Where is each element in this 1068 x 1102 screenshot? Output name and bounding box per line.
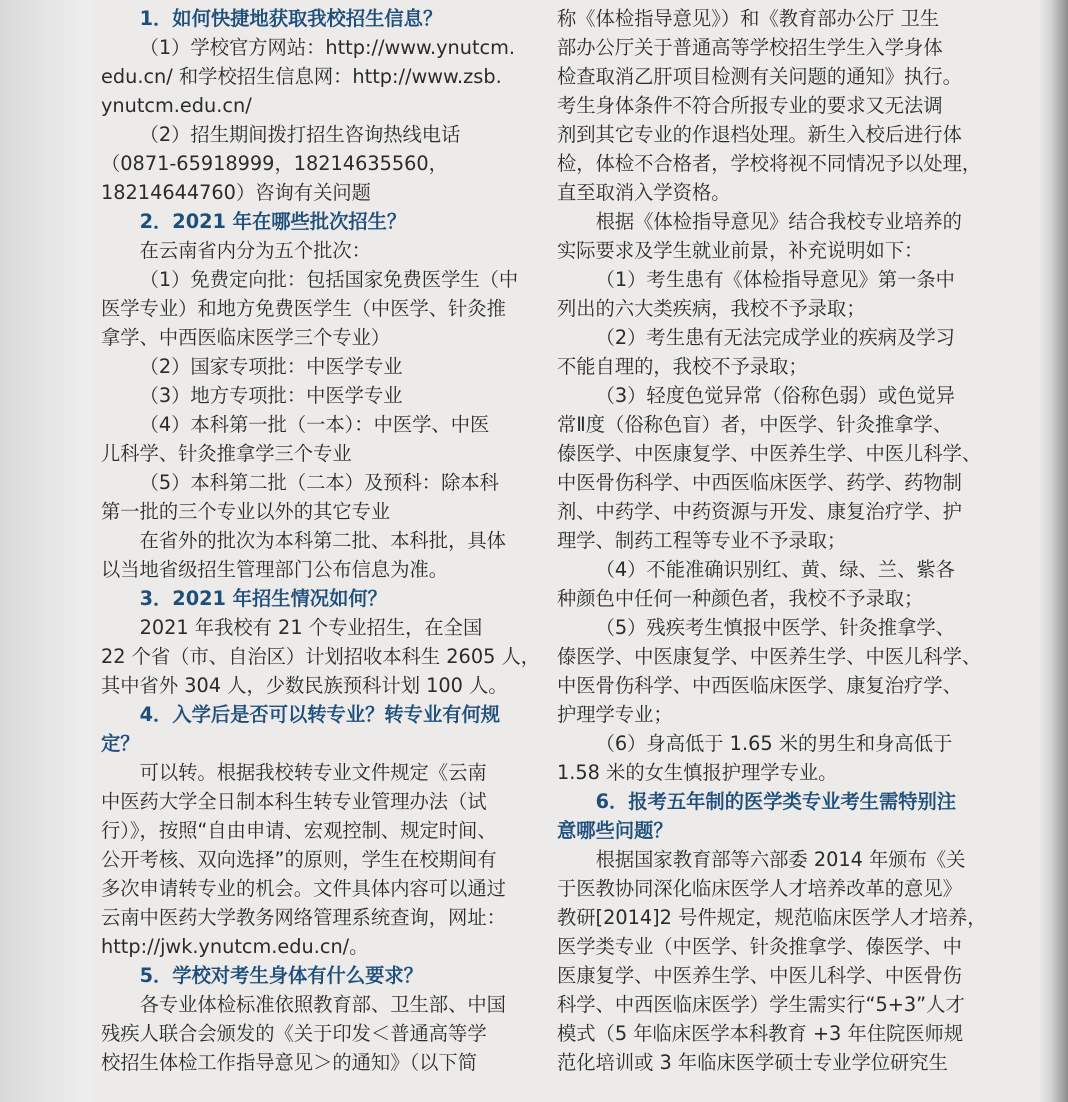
text-line: 剂、中药学、中药资源与开发、康复治疗学、护 bbox=[557, 500, 962, 523]
text-line: 于医教协同深化临床医学人才培养改革的意见》 bbox=[557, 877, 962, 900]
text-line: 护理学专业； bbox=[557, 703, 673, 726]
text-line: 云南中医药大学教务网络管理系统查询，网址： bbox=[101, 906, 506, 929]
text-line: 傣医学、中医康复学、中医养生学、中医儿科学、 bbox=[557, 645, 982, 668]
text-line: （1）免费定向批：包括国家免费医学生（中 bbox=[139, 268, 519, 291]
paragraph bbox=[101, 468, 525, 526]
text-line: 根据《体检指导意见》结合我校专业培养的 bbox=[595, 210, 962, 233]
text-line: 各专业体检标准依照教育部、卫生部、中国 bbox=[139, 993, 506, 1016]
text-line: 模式（5 年临床医学本科教育 +3 年住院医师规 bbox=[557, 1022, 964, 1045]
text-line: 中医药大学全日制本科生转专业管理办法（试 bbox=[101, 790, 487, 813]
text-line: 科学、中西医临床医学）学生需实行“5+3”人才 bbox=[557, 993, 965, 1016]
text-line: 儿科学、针灸推拿学三个专业 bbox=[101, 442, 352, 465]
text-line: 中医骨伤科学、中西医临床医学、药学、药物制 bbox=[557, 471, 962, 494]
text-line: 种颜色中任何一种颜色者，我校不予录取； bbox=[557, 587, 924, 610]
text-line: http://jwk.ynutcm.edu.cn/。 bbox=[101, 935, 369, 958]
text-line: 范化培训或 3 年临床医学硕士专业学位研究生 bbox=[557, 1051, 948, 1074]
text-line: （0871-65918999，18214635560， bbox=[101, 152, 448, 175]
text-line: 2．2021 年在哪些批次招生？ bbox=[139, 210, 407, 233]
text-line: 常Ⅱ度（俗称色盲）者，中医学、针灸推拿学、 bbox=[557, 413, 953, 436]
text-line: 直至取消入学资格。 bbox=[557, 181, 731, 204]
text-line: 其中省外 304 人，少数民族预科计划 100 人。 bbox=[101, 674, 508, 697]
text-line: 理学、制药工程等专业不予录取； bbox=[557, 529, 847, 552]
text-line: 多次申请转专业的机会。文件具体内容可以通过 bbox=[101, 877, 506, 900]
text-line: 拿学、中西医临床医学三个专业） bbox=[101, 326, 391, 349]
section-heading bbox=[101, 961, 525, 990]
section-heading bbox=[101, 4, 525, 33]
paragraph bbox=[101, 120, 525, 207]
text-line: 第一批的三个专业以外的其它专业 bbox=[101, 500, 391, 523]
paragraph bbox=[557, 613, 981, 729]
text-line: 列出的六大类疾病，我校不予录取； bbox=[557, 297, 866, 320]
text-line: 根据国家教育部等六部委 2014 年颁布《关 bbox=[595, 848, 966, 871]
paragraph bbox=[101, 526, 525, 584]
text-line: （2）考生患有无法完成学业的疾病及学习 bbox=[595, 326, 955, 349]
page-edge-shadow bbox=[1038, 0, 1068, 1102]
text-line: 实际要求及学生就业前景，补充说明如下： bbox=[557, 239, 924, 262]
text-line: 行）》，按照“自由申请、宏观控制、规定时间、 bbox=[101, 819, 497, 842]
text-line: 残疾人联合会颁发的《关于印发＜普通高等学 bbox=[101, 1022, 487, 1045]
paragraph bbox=[101, 613, 541, 700]
paragraph bbox=[101, 990, 525, 1077]
text-line: （2）国家专项批：中医学专业 bbox=[139, 355, 403, 378]
text-line: 中医骨伤科学、中西医临床医学、康复治疗学、 bbox=[557, 674, 962, 697]
paragraph bbox=[101, 33, 525, 120]
text-line: 6．报考五年制的医学类专业考生需特别注 bbox=[595, 790, 957, 813]
paragraph bbox=[101, 265, 525, 352]
paragraph bbox=[557, 4, 981, 207]
section-heading bbox=[101, 207, 525, 236]
text-line: 医康复学、中医养生学、中医儿科学、中医骨伤 bbox=[557, 964, 962, 987]
text-line: 2021 年我校有 21 个专业招生，在全国 bbox=[139, 616, 483, 639]
text-line: ynutcm.edu.cn/ bbox=[101, 94, 252, 117]
text-line: （5）残疾考生慎报中医学、针灸推拿学、 bbox=[595, 616, 955, 639]
paragraph bbox=[101, 381, 525, 410]
text-line: 称《体检指导意见》）和《教育部办公厅 卫生 bbox=[557, 7, 940, 30]
text-line: 意哪些问题？ bbox=[557, 819, 673, 842]
text-line: 1．如何快捷地获取我校招生信息？ bbox=[139, 7, 443, 30]
paragraph bbox=[557, 555, 981, 613]
right-text-column bbox=[557, 4, 987, 1077]
text-line: （3）地方专项批：中医学专业 bbox=[139, 384, 403, 407]
text-line: 可以转。根据我校转专业文件规定《云南 bbox=[139, 761, 487, 784]
page-gutter-shadow bbox=[0, 0, 92, 1102]
section-heading bbox=[101, 700, 525, 758]
text-line: （3）轻度色觉异常（俗称色弱）或色觉异 bbox=[595, 384, 955, 407]
text-line: edu.cn/ 和学校招生信息网：http://www.zsb. bbox=[101, 65, 502, 88]
text-line: 定？ bbox=[101, 732, 140, 755]
text-line: （4）本科第一批（一本）：中医学、中医 bbox=[139, 413, 490, 436]
text-line: 18214644760）咨询有关问题 bbox=[101, 181, 371, 204]
text-line: 校招生体检工作指导意见＞的通知》（以下简 bbox=[101, 1051, 477, 1074]
text-line: 剂到其它专业的作退档处理。新生入校后进行体 bbox=[557, 123, 962, 146]
text-line: 部办公厅关于普通高等学校招生学生入学身体 bbox=[557, 36, 943, 59]
text-line: 医学专业）和地方免费医学生（中医学、针灸推 bbox=[101, 297, 506, 320]
text-line: （4）不能准确识别红、黄、绿、兰、紫各 bbox=[595, 558, 955, 581]
paragraph bbox=[557, 323, 981, 381]
text-line: 在云南省内分为五个批次： bbox=[139, 239, 371, 262]
paragraph bbox=[557, 265, 981, 323]
text-line: 以当地省级招生管理部门公布信息为准。 bbox=[101, 558, 449, 581]
text-line: （6）身高低于 1.65 米的男生和身高低于 bbox=[595, 732, 953, 755]
text-line: 检查取消乙肝项目检测有关问题的通知》执行。 bbox=[557, 65, 962, 88]
paragraph bbox=[557, 381, 981, 555]
text-line: 公开考核、双向选择”的原则，学生在校期间有 bbox=[101, 848, 497, 871]
paragraph bbox=[101, 236, 525, 265]
text-line: 5．学校对考生身体有什么要求？ bbox=[139, 964, 423, 987]
left-text-column bbox=[101, 4, 541, 1077]
text-line: 傣医学、中医康复学、中医养生学、中医儿科学、 bbox=[557, 442, 982, 465]
text-line: 3．2021 年招生情况如何？ bbox=[139, 587, 387, 610]
text-line: 检，体检不合格者，学校将视不同情况予以处理， bbox=[557, 152, 982, 175]
text-line: 教研[2014]2 号件规定，规范临床医学人才培养， bbox=[557, 906, 987, 929]
text-line: 4．入学后是否可以转专业？转专业有何规 bbox=[139, 703, 501, 726]
text-line: 不能自理的，我校不予录取； bbox=[557, 355, 808, 378]
text-line: （1）考生患有《体检指导意见》第一条中 bbox=[595, 268, 955, 291]
text-line: 医学类专业（中医学、针灸推拿学、傣医学、中 bbox=[557, 935, 962, 958]
paragraph bbox=[101, 758, 525, 961]
paragraph bbox=[557, 729, 981, 787]
text-line: （1）学校官方网站：http://www.ynutcm. bbox=[139, 36, 516, 59]
paragraph bbox=[101, 352, 525, 381]
paragraph bbox=[101, 410, 525, 468]
text-line: （5）本科第二批（二本）及预科：除本科 bbox=[139, 471, 499, 494]
section-heading bbox=[101, 584, 525, 613]
paragraph bbox=[557, 207, 981, 265]
text-line: 1.58 米的女生慎报护理学专业。 bbox=[557, 761, 838, 784]
text-line: 考生身体条件不符合所报专业的要求又无法调 bbox=[557, 94, 943, 117]
text-line: （2）招生期间拨打招生咨询热线电话 bbox=[139, 123, 461, 146]
text-line: 在省外的批次为本科第二批、本科批，具体 bbox=[139, 529, 506, 552]
section-heading bbox=[557, 787, 981, 845]
text-line: 22 个省（市、自治区）计划招收本科生 2605 人， bbox=[101, 645, 541, 668]
paragraph bbox=[557, 845, 987, 1077]
